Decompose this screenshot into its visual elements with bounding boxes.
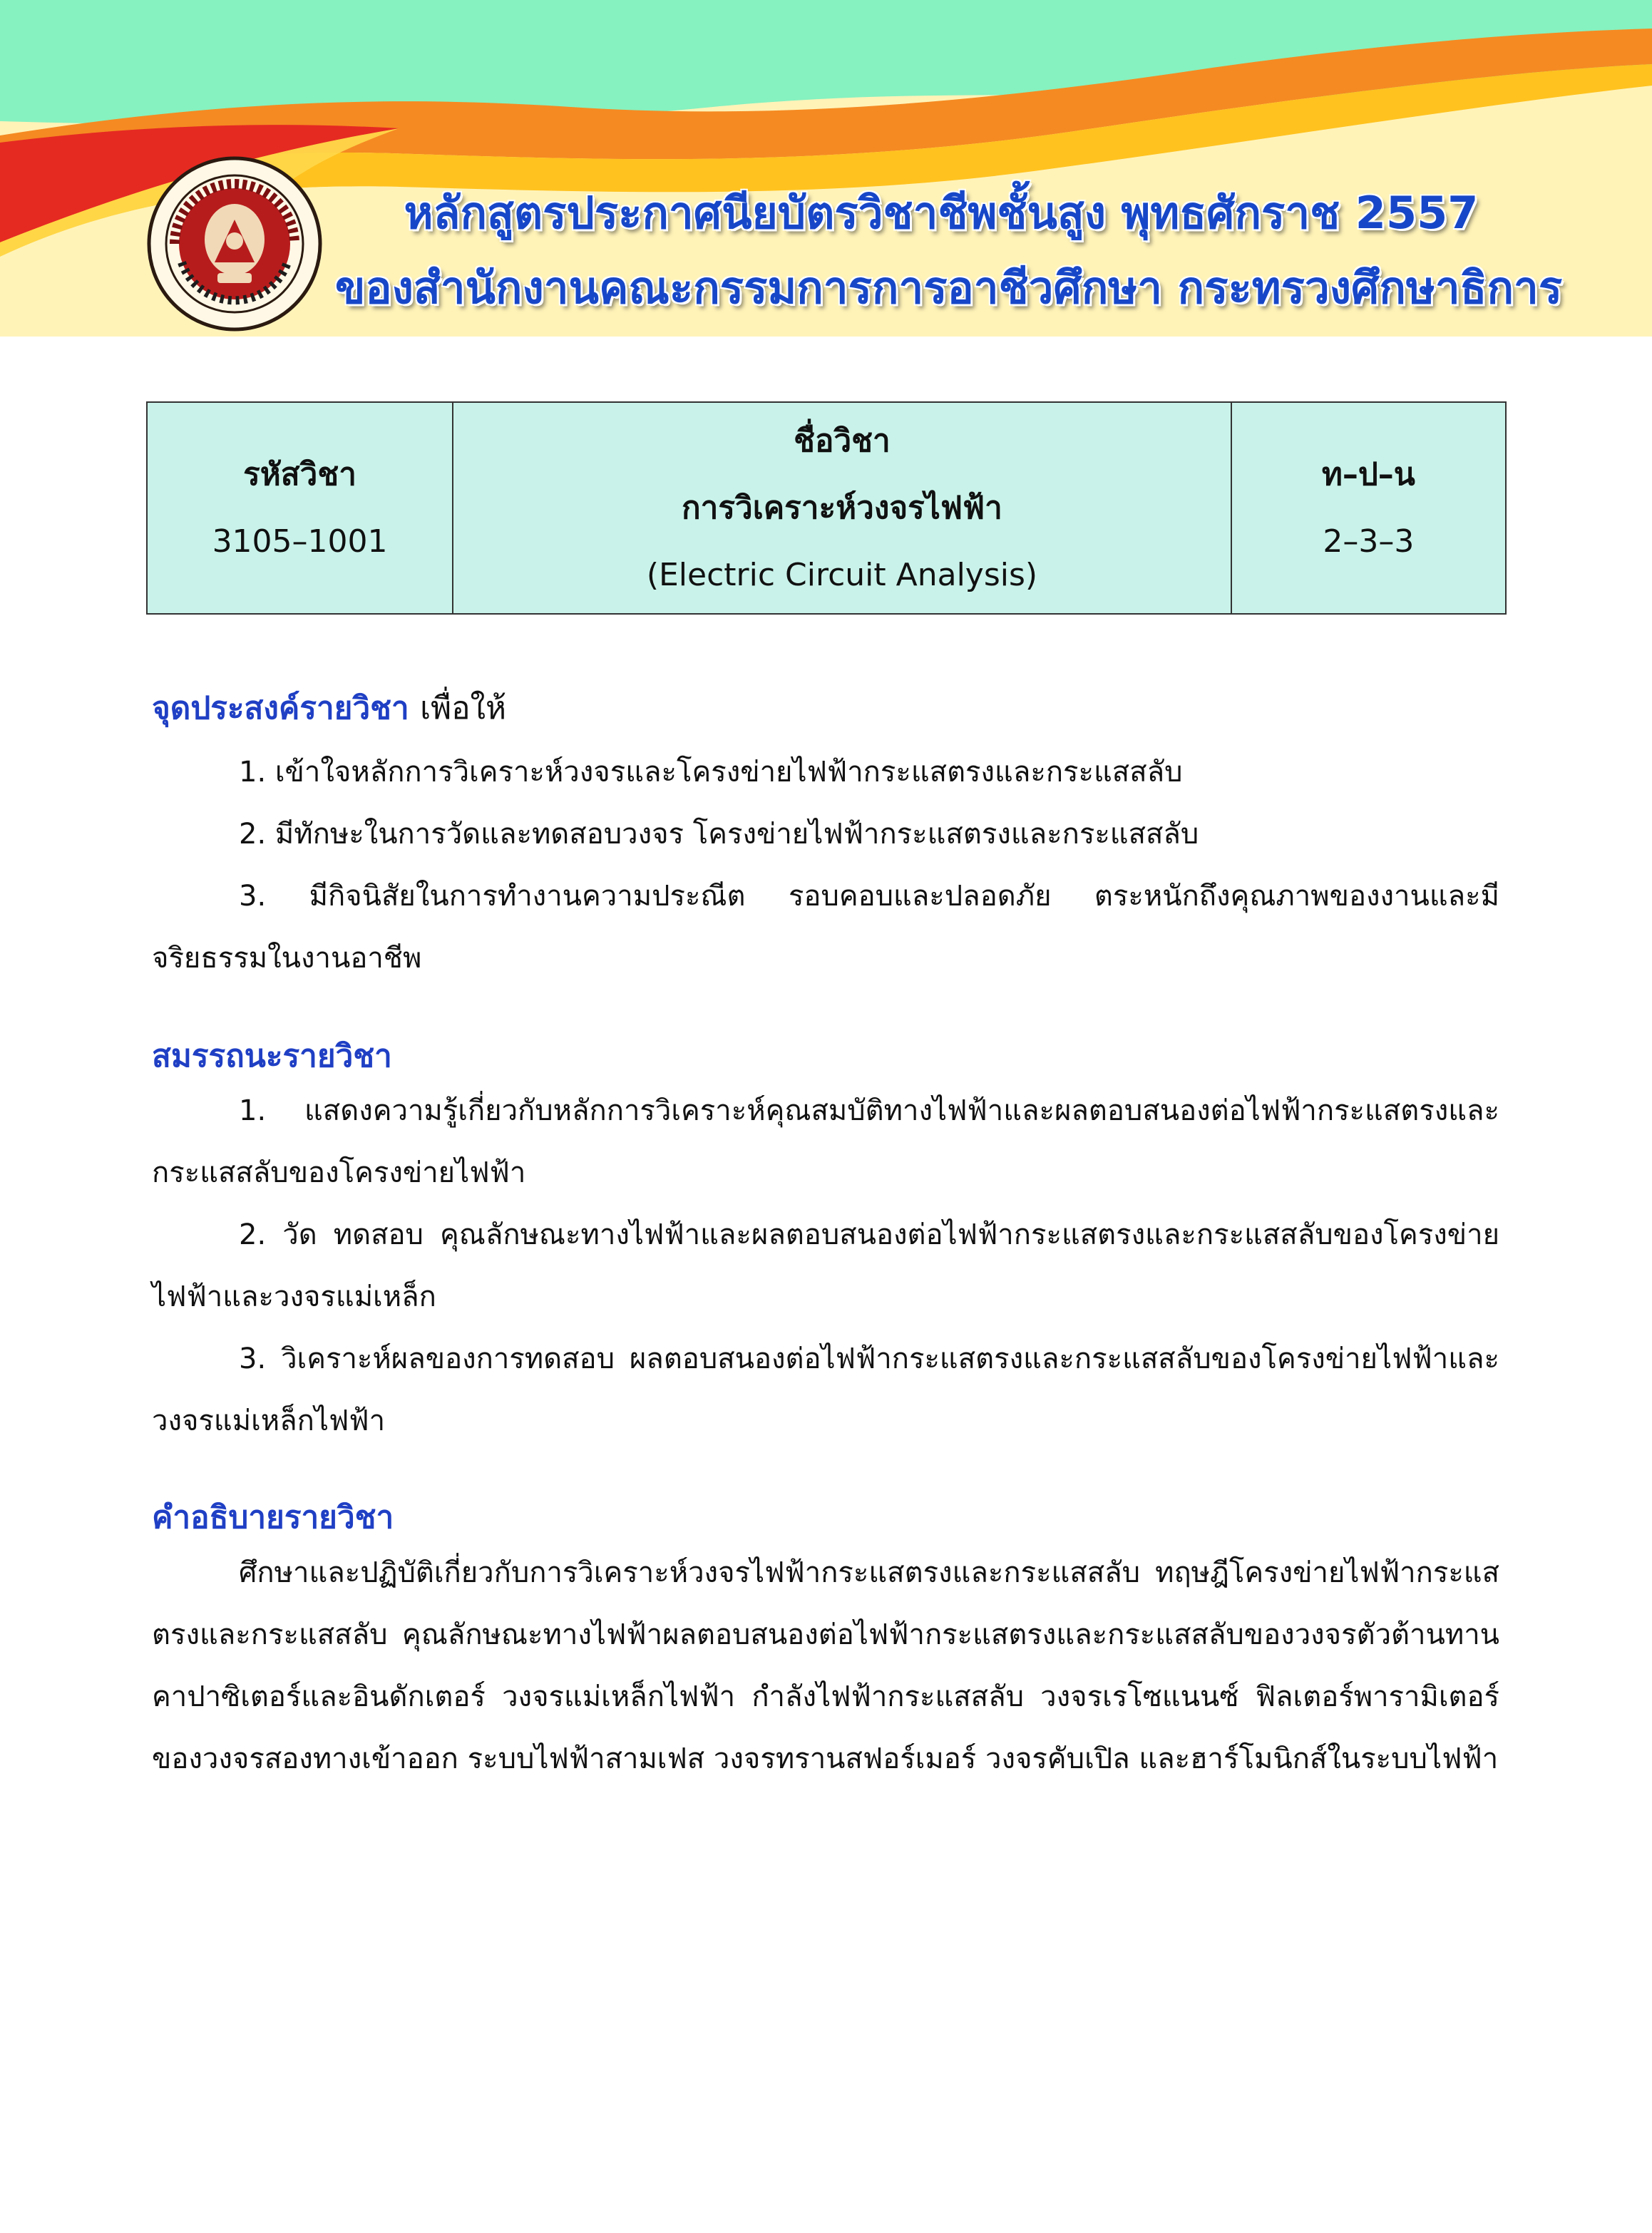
- course-code-label: รหัสวิชา: [243, 456, 356, 493]
- vocational-education-seal-icon: [146, 155, 323, 332]
- competency-item-2: 2. วัด ทดสอบ คุณลักษณะทางไฟฟ้าและผลตอบสนองต่อไฟฟ้ากระแสตรงและกระแสสลับของโครงข่ายไฟฟ้าและวงจรแม่เหล็ก: [152, 1218, 1499, 1313]
- objectives-heading-text: จุดประสงค์รายวิชา: [152, 690, 409, 727]
- header-banner: [0, 0, 1652, 337]
- course-name-cell: [453, 403, 1232, 613]
- objective-item-3: 3. มีกิจนิสัยในการทำงานความประณีต รอบคอบและปลอดภัย ตระหนักถึงคุณภาพของงานและมีจริยธรรมในงานอาชีพ: [152, 880, 1499, 975]
- competencies-heading: สมรรถนะรายวิชา: [152, 1038, 392, 1074]
- course-code-cell: [148, 403, 453, 613]
- course-hours: 2–3–3: [1323, 523, 1415, 560]
- objective-item-1: 1. เข้าใจหลักการวิเคราะห์วงจรและโครงข่ายไฟฟ้ากระแสตรงและกระแสสลับ: [239, 756, 1183, 789]
- banner-title-line-1: หลักสูตรประกาศนียบัตรวิชาชีพชั้นสูง พุทธศักราช 2557: [404, 187, 1479, 239]
- competency-item-3: 3. วิเคราะห์ผลของการทดสอบ ผลตอบสนองต่อไฟฟ้ากระแสตรงและกระแสสลับของโครงข่ายไฟฟ้าและวงจรแม่เหล็กไฟฟ้า: [152, 1343, 1499, 1437]
- description-text: ศึกษาและปฏิบัติเกี่ยวกับการวิเคราะห์วงจรไฟฟ้ากระแสตรงและกระแสสลับ ทฤษฎีโครงข่ายไฟฟ้ากระแสตรงและกระแสสลับ คุณลักษณะทางไฟฟ้าผลตอบสนองต่อไฟฟ้ากระแสตรงและกระแสสลับของวงจรตัวต้านทาน คาปาซิเตอร์และอินดักเตอร์ วงจรแม่เหล็กไฟฟ้า กำลังไฟฟ้ากระแสสลับ วงจรเรโซแนนซ์ ฟิลเตอร์พารามิเตอร์ของวงจรสองทางเข้าออก ระบบไฟฟ้าสามเฟส วงจรทรานสฟอร์เมอร์ วงจรคับเปิล และฮาร์โมนิกส์ในระบบไฟฟ้า: [152, 1556, 1499, 1775]
- banner-title-line-2: ของสำนักงานคณะกรรมการการอาชีวศึกษา กระทรวงศึกษาธิการ: [335, 262, 1563, 314]
- course-code: 3105–1001: [212, 523, 388, 560]
- course-hours-cell: [1232, 403, 1505, 613]
- objective-item-2: 2. มีทักษะในการวัดและทดสอบวงจร โครงข่ายไฟฟ้ากระแสตรงและกระแสสลับ: [239, 818, 1199, 851]
- course-name-english: (Electric Circuit Analysis): [646, 556, 1038, 593]
- objectives-heading-suffix: เพื่อให้: [420, 690, 507, 727]
- competency-item-1: 1. แสดงความรู้เกี่ยวกับหลักการวิเคราะห์คุณสมบัติทางไฟฟ้าและผลตอบสนองต่อไฟฟ้ากระแสตรงและกระแสสลับของโครงข่ายไฟฟ้า: [152, 1094, 1499, 1189]
- course-name-label: ชื่อวิชา: [794, 422, 891, 459]
- course-name-thai: การวิเคราะห์วงจรไฟฟ้า: [682, 489, 1002, 526]
- objectives-heading: [152, 683, 506, 733]
- description-heading: คำอธิบายรายวิชา: [152, 1499, 394, 1536]
- course-info-table: [146, 401, 1507, 615]
- course-hours-label: ท–ป–น: [1321, 456, 1415, 493]
